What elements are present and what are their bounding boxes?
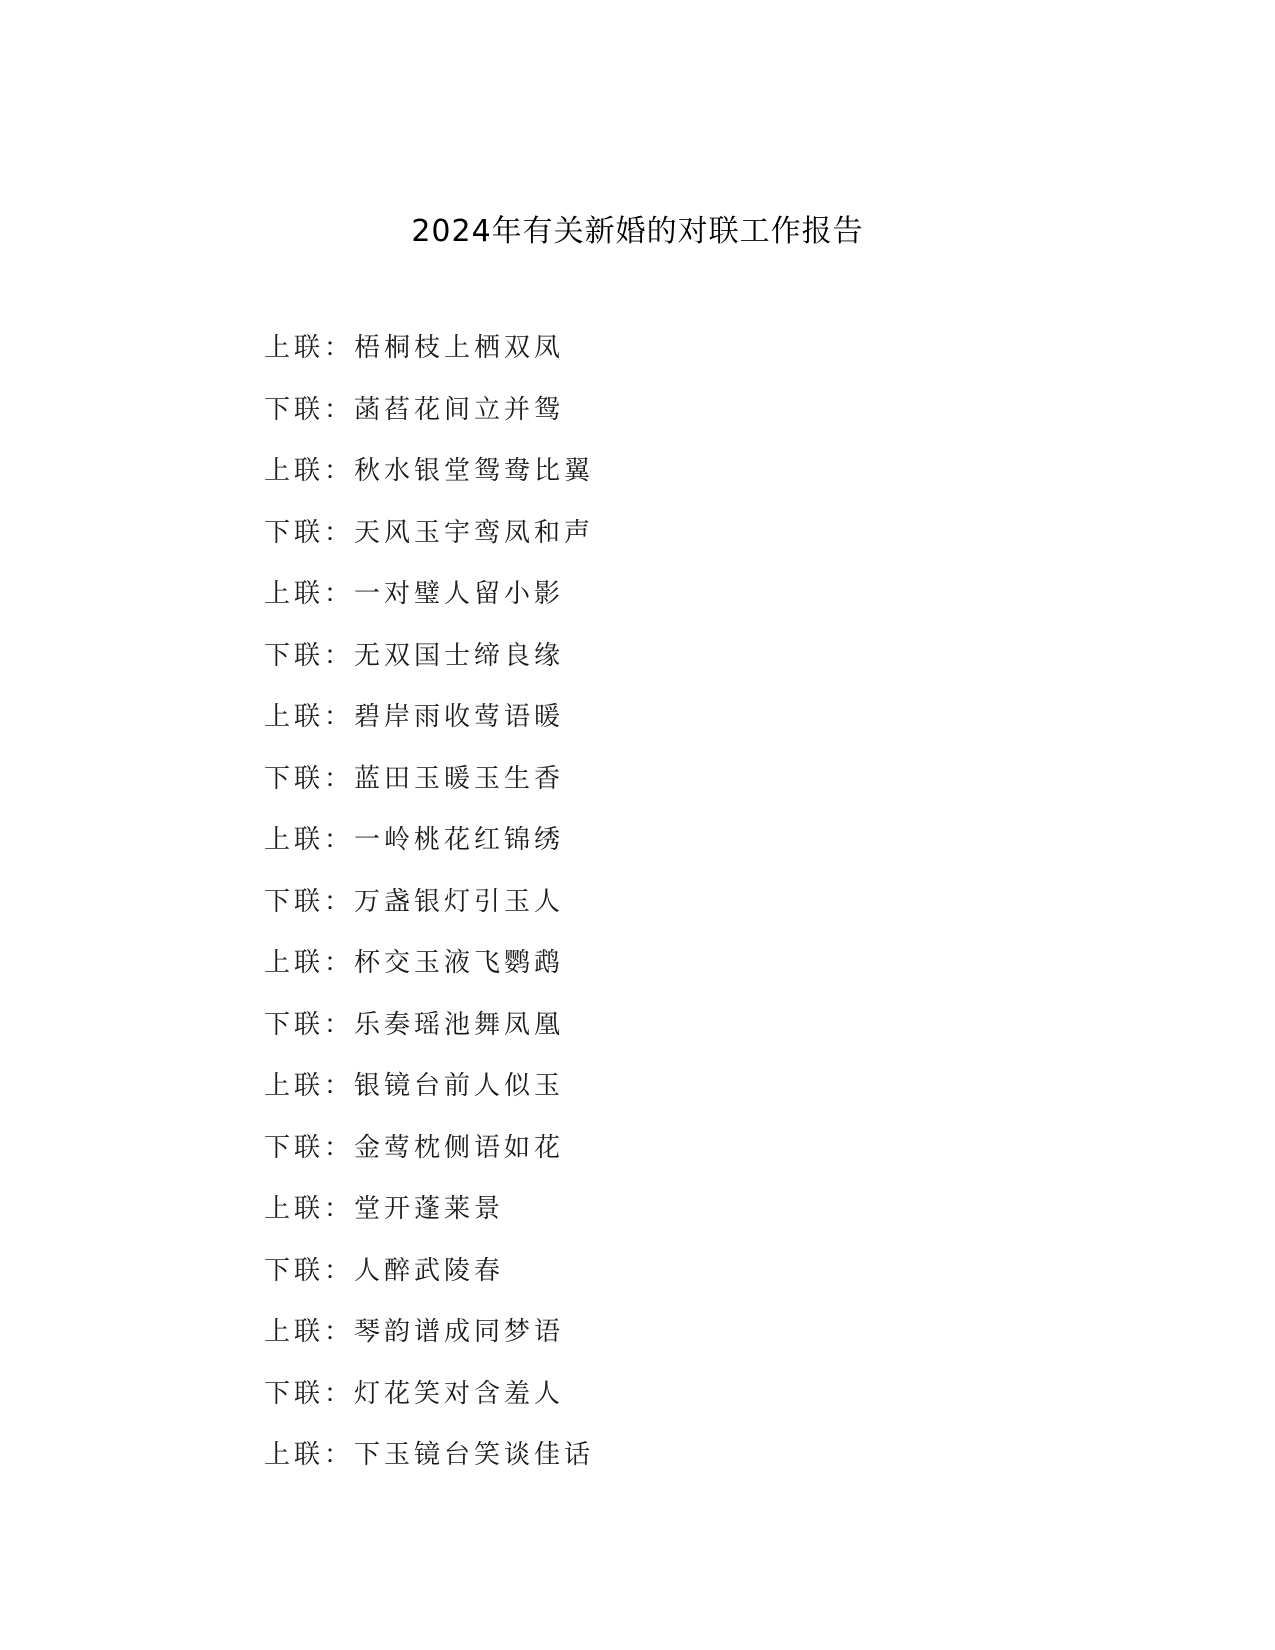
- couplet-line: 下联：金莺枕侧语如花: [264, 1132, 565, 1163]
- couplet-line: 上联：一对璧人留小影: [264, 579, 565, 609]
- couplet-line: 上联：堂开蓬莱景: [264, 1194, 505, 1224]
- couplet-line: 下联：无双国士缔良缘: [264, 640, 565, 671]
- couplet-list: [264, 330, 1064, 1499]
- couplet-line: 上联：下玉镜台笑谈佳话: [264, 1440, 595, 1470]
- couplet-line: 上联：银镜台前人似玉: [264, 1071, 565, 1101]
- couplet-line: 上联：一岭桃花红锦绣: [264, 825, 565, 855]
- couplet-line: 上联：梧桐枝上栖双凤: [264, 333, 565, 363]
- document-title: 2024年有关新婚的对联工作报告: [411, 214, 864, 249]
- couplet-line: 下联：万盏银灯引玉人: [264, 886, 565, 917]
- couplet-line: 下联：天风玉宇鸾凤和声: [264, 517, 595, 548]
- couplet-line: 上联：琴韵谱成同梦语: [264, 1317, 565, 1347]
- couplet-line: 下联：人醉武陵春: [264, 1255, 505, 1286]
- couplet-line: 上联：碧岸雨收莺语暖: [264, 702, 565, 732]
- couplet-line: 下联：蓝田玉暖玉生香: [264, 763, 565, 794]
- couplet-line: 上联：杯交玉液飞鹦鹉: [264, 948, 565, 978]
- couplet-line: 下联：乐奏瑶池舞凤凰: [264, 1009, 565, 1040]
- couplet-line: 下联：灯花笑对含羞人: [264, 1378, 565, 1409]
- couplet-line: 下联：菡萏花间立并鸳: [264, 394, 565, 425]
- couplet-line: 上联：秋水银堂鸳鸯比翼: [264, 456, 595, 486]
